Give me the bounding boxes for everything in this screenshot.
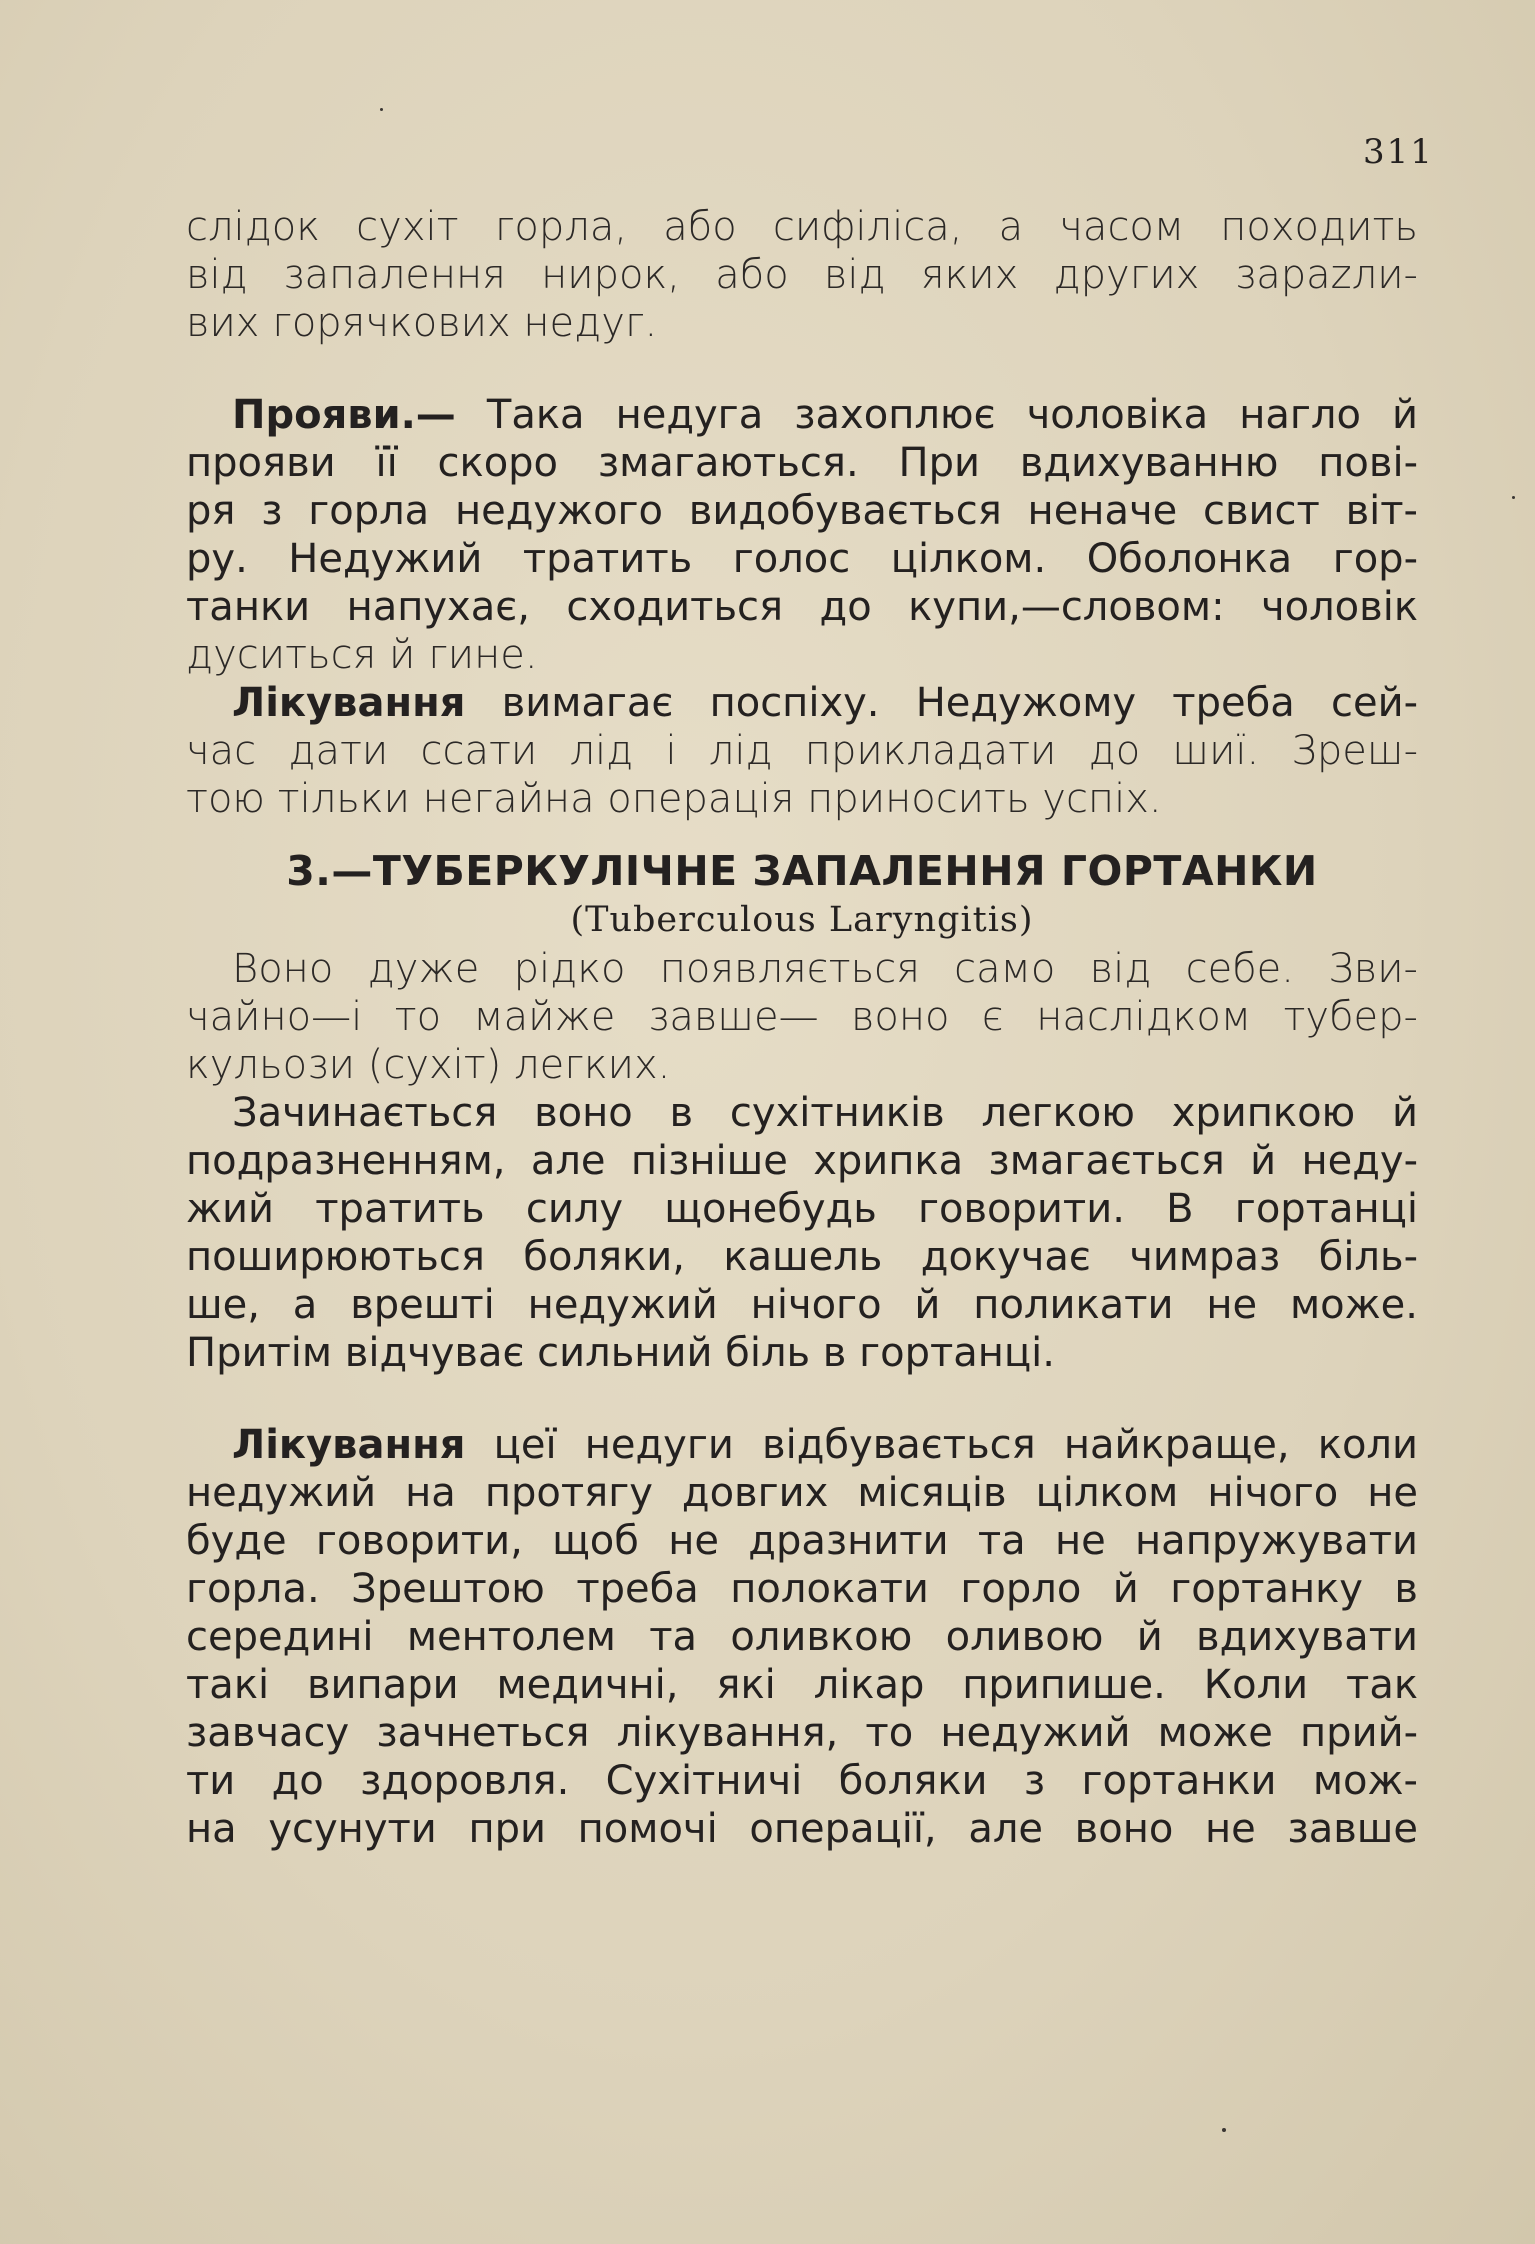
- text-line: Лікування вимагає поспіху. Недужому треба сей-: [232, 680, 1418, 726]
- text-line: поширюються боляки, кашель докучає чимраз біль-: [186, 1234, 1418, 1280]
- text-line: подразненням, але пізніше хрипка змагається й неду-: [186, 1138, 1418, 1184]
- text-line: середині ментолем та оливкою оливою й вдихувати: [186, 1614, 1418, 1660]
- text-line: такі випари медичні, які лікар припише. Коли так: [186, 1662, 1418, 1708]
- run-in-heading: Лікування: [232, 680, 466, 726]
- text-line: прояви її скоро змагаються. При вдихуванню пові-: [186, 440, 1418, 486]
- text-line: Притім відчуває сильний біль в гортанці.: [186, 1330, 1055, 1376]
- paper-speck: [1512, 496, 1515, 499]
- text-line: буде говорити, щоб не дразнити та не напружувати: [186, 1518, 1418, 1564]
- text-line: Воно дуже рідко появляється само від себе. Зви-: [232, 946, 1418, 992]
- text-line: Прояви.— Така недуга захоплює чоловіка нагло й: [232, 392, 1418, 438]
- text-line: вих горячкових недуг.: [186, 300, 658, 346]
- text-line: ря з горла недужого видобувається неначе свист віт-: [186, 488, 1418, 534]
- text-line: ру. Недужий тратить голос цілком. Оболонка гор-: [186, 536, 1418, 582]
- section-subtitle: (Tuberculous Laryngitis): [570, 900, 1034, 940]
- text-line: кульози (сухіт) легких.: [186, 1042, 671, 1088]
- text-line: дуситься й гине.: [186, 632, 538, 678]
- run-in-heading: Прояви.—: [232, 392, 456, 438]
- text-line: ти до здоровля. Сухітничі боляки з гортанки мож-: [186, 1758, 1418, 1804]
- text-line: час дати ссати лід і лід прикладати до шиї. Зреш-: [186, 728, 1418, 774]
- text-line: завчасу зачнеться лікування, то недужий може прий-: [186, 1710, 1418, 1756]
- run-in-heading: Лікування: [232, 1422, 466, 1468]
- text-line: чайно—і то майже завше— воно є наслідком тубер-: [186, 994, 1418, 1040]
- text-column: [186, 203, 1418, 1853]
- text-line: недужий на протягу довгих місяців цілком нічого не: [186, 1470, 1418, 1516]
- text-line: горла. Зрештою треба полокати горло й гортанку в: [186, 1566, 1418, 1612]
- text-line: від запалення нирок, або від яких других зарazли-: [186, 252, 1418, 298]
- text-line: танки напухає, сходиться до купи,—словом: чоловік: [186, 584, 1418, 630]
- text-line: Зачинається воно в сухітників легкою хрипкою й: [232, 1090, 1418, 1136]
- text-line: ше, а врешті недужий нічого й поликати не може.: [186, 1282, 1418, 1328]
- text-line: слідок сухіт горла, або сифіліса, а часом походить: [186, 204, 1418, 250]
- paper-speck: [380, 108, 383, 111]
- text-line: Лікування цеї недуги відбувається найкраще, коли: [232, 1422, 1418, 1468]
- text-line: на усунути при помочі операції, але воно не завше: [186, 1806, 1418, 1852]
- paper-speck: [1222, 2128, 1226, 2132]
- page-number: 311: [1363, 132, 1434, 172]
- section-heading: 3.—ТУБЕРКУЛІЧНЕ ЗАПАЛЕННЯ ГОРТАНКИ: [286, 847, 1318, 895]
- text-line: жий тратить силу щонебудь говорити. В гортанці: [186, 1186, 1418, 1232]
- text-line: тою тільки негайна операція приносить успіх.: [186, 776, 1162, 822]
